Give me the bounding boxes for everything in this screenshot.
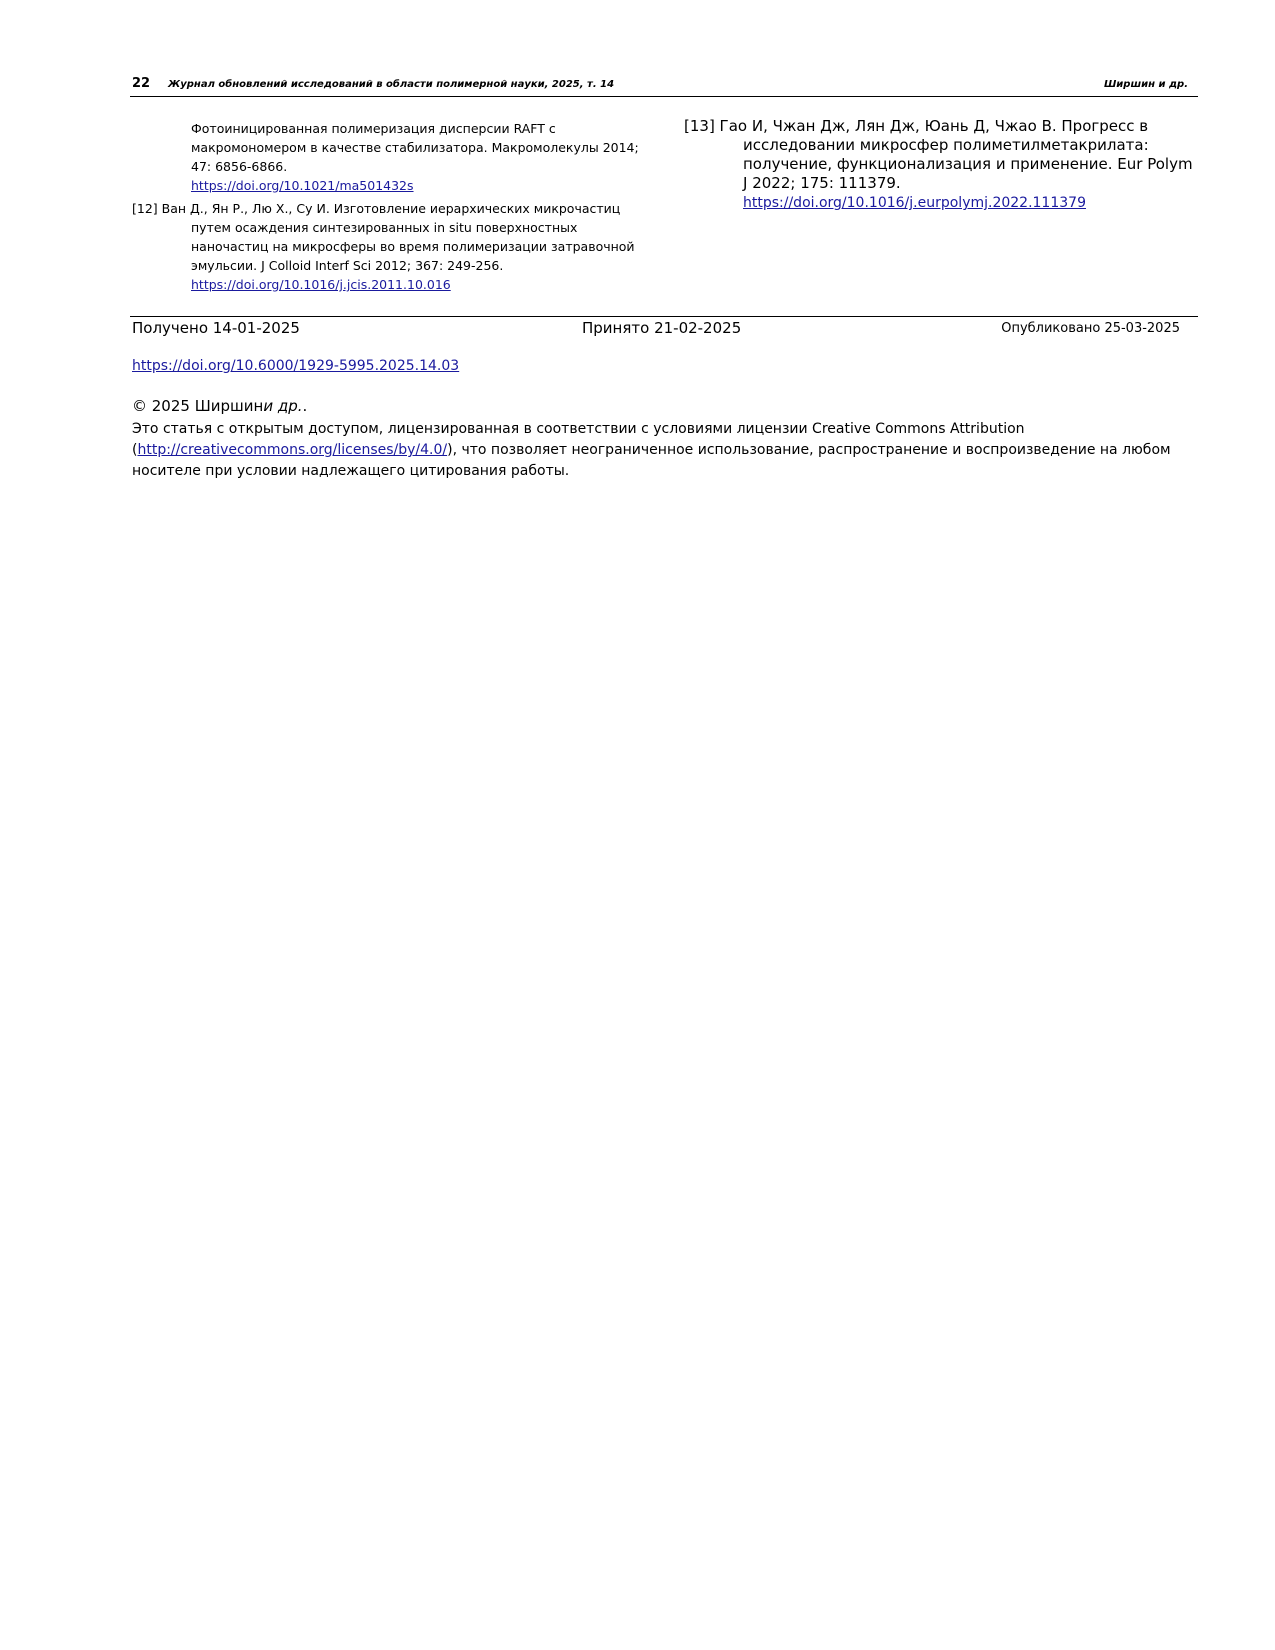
- page-number: 22: [132, 76, 151, 91]
- reference-continuation-text: Фотоиницированная полимеризация дисперсии RAFT с макромономером в качестве стабилизатора. Макромолекулы 2014; 47: 6856-6866.: [191, 121, 639, 174]
- page-header: [130, 76, 1198, 97]
- reference-13-doi-link[interactable]: https://doi.org/10.1016/j.eurpolymj.2022.111379: [743, 195, 1086, 211]
- reference-13-text: [13] Гао И, Чжан Дж, Лян Дж, Юань Д, Чжао В. Прогресс в исследовании микросфер полиметилметакрилата: получение, функционализация и применение. Eur Polym J 2022; 175: 111379.: [684, 117, 1193, 192]
- copyright-suffix: .: [302, 397, 308, 415]
- references-left-column: [132, 119, 652, 294]
- reference-12-doi-link[interactable]: https://doi.org/10.1016/j.jcis.2011.10.016: [191, 277, 451, 292]
- license-url-link[interactable]: http://creativecommons.org/licenses/by/4.0/: [137, 442, 448, 458]
- copyright-etal: и др.: [263, 397, 303, 415]
- reference-12-text: [12] Ван Д., Ян Р., Лю Х., Су И. Изготовление иерархических микрочастиц путем осаждения синтезированных in situ поверхностных наночастиц на микросферы во время полимеризации затравочной эмульсии. J Colloid Interf Sci 2012; 367: 249-256.: [132, 201, 635, 273]
- running-authors: Ширшин и др.: [1103, 79, 1188, 90]
- license-text-before: Это статья с открытым доступом, лицензированная в соответствии с условиями лицензии Creative Commons Attribution (: [132, 421, 1025, 458]
- published-date: Опубликовано 25-03-2025: [1001, 321, 1180, 336]
- journal-title: Журнал обновлений исследований в области полимерной науки, 2025, т. 14: [168, 79, 615, 90]
- copyright-notice: [132, 397, 307, 415]
- article-doi-link[interactable]: https://doi.org/10.6000/1929-5995.2025.14.03: [132, 358, 460, 374]
- copyright-prefix: © 2025 Ширшин: [132, 397, 264, 415]
- accepted-date: Принято 21-02-2025: [582, 319, 742, 337]
- reference-continuation-doi-link[interactable]: https://doi.org/10.1021/ma501432s: [191, 178, 414, 193]
- dates-divider: [130, 316, 1198, 317]
- license-statement: [132, 419, 1202, 482]
- reference-12: [132, 199, 652, 294]
- license-text-after: ), что позволяет неограниченное использование, распространение и воспроизведение на любом носителе при условии надлежащего цитирования работы.: [132, 442, 1171, 479]
- received-date: Получено 14-01-2025: [132, 319, 300, 337]
- reference-continuation: [132, 119, 652, 195]
- references-right-column: [684, 117, 1199, 213]
- reference-13: [684, 117, 1199, 213]
